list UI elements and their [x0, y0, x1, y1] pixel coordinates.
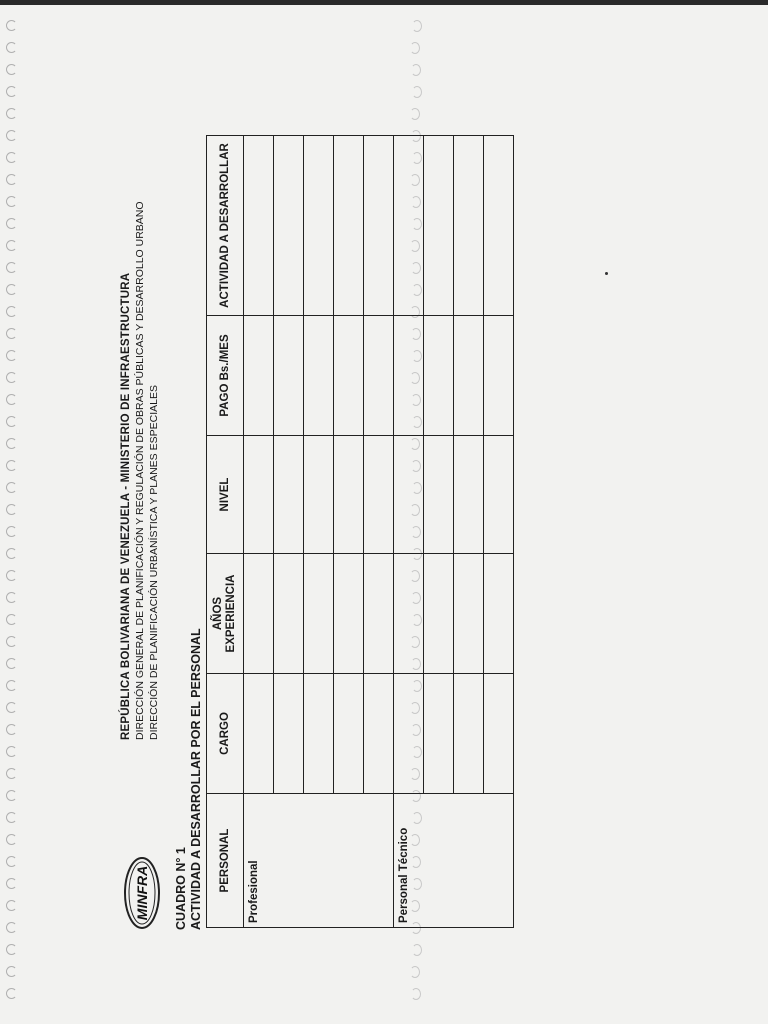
empty-cell — [454, 136, 484, 316]
empty-cell — [484, 554, 514, 674]
empty-cell — [424, 436, 454, 554]
empty-cell — [334, 554, 364, 674]
empty-cell — [244, 136, 274, 316]
column-header: NIVEL — [207, 436, 244, 554]
column-header: CARGO — [207, 674, 244, 794]
empty-cell — [304, 436, 334, 554]
empty-cell — [244, 436, 274, 554]
header-republica: REPÚBLICA BOLIVARIANA DE VENEZUELA - MINISTERIO DE INFRAESTRUCTURA — [120, 272, 132, 740]
personal-category-cell: Profesional — [244, 794, 394, 928]
empty-cell — [454, 554, 484, 674]
empty-cell — [424, 316, 454, 436]
empty-cell — [334, 316, 364, 436]
empty-cell — [424, 674, 454, 794]
table-caption — [174, 628, 204, 930]
personnel-activity-table — [206, 135, 514, 928]
table-row — [244, 136, 274, 928]
column-header: PAGO Bs./MES — [207, 316, 244, 436]
empty-cell — [394, 436, 424, 554]
empty-cell — [424, 554, 454, 674]
empty-cell — [244, 674, 274, 794]
empty-cell — [244, 554, 274, 674]
empty-cell — [274, 316, 304, 436]
header-direccion: DIRECCIÓN DE PLANIFICACIÓN URBANÍSTICA Y PLANES ESPECIALES — [148, 385, 160, 740]
empty-cell — [364, 436, 394, 554]
empty-cell — [364, 674, 394, 794]
spiral-binding — [0, 20, 22, 1020]
empty-cell — [334, 436, 364, 554]
empty-cell — [274, 554, 304, 674]
empty-cell — [484, 436, 514, 554]
document-header — [120, 80, 160, 740]
empty-cell — [484, 674, 514, 794]
empty-cell — [274, 436, 304, 554]
empty-cell — [424, 136, 454, 316]
empty-cell — [394, 674, 424, 794]
column-header: ACTIVIDAD A DESARROLLAR — [207, 136, 244, 316]
empty-cell — [364, 554, 394, 674]
stray-mark — [605, 272, 608, 275]
personal-category-cell: Personal Técnico — [394, 794, 514, 928]
header-direccion-general: DIRECCIÓN GENERAL DE PLANIFICACIÓN Y REGULACIÓN DE OBRAS PÚBLICAS Y DESARROLLO URBANO — [134, 201, 146, 740]
empty-cell — [274, 674, 304, 794]
empty-cell — [334, 136, 364, 316]
empty-cell — [304, 316, 334, 436]
empty-cell — [394, 136, 424, 316]
empty-cell — [334, 674, 364, 794]
empty-cell — [394, 316, 424, 436]
empty-cell — [394, 554, 424, 674]
empty-cell — [484, 136, 514, 316]
empty-cell — [304, 674, 334, 794]
column-header: PERSONAL — [207, 794, 244, 928]
cuadro-title: ACTIVIDAD A DESARROLLAR POR EL PERSONAL — [189, 628, 203, 930]
column-header: AÑOS EXPERIENCIA — [207, 554, 244, 674]
empty-cell — [274, 136, 304, 316]
empty-cell — [244, 316, 274, 436]
empty-cell — [304, 136, 334, 316]
empty-cell — [364, 136, 394, 316]
svg-text:MINFRA: MINFRA — [134, 865, 150, 921]
cuadro-number: CUADRO N° 1 — [174, 847, 188, 930]
empty-cell — [484, 316, 514, 436]
document-page — [110, 50, 550, 930]
scan-top-edge — [0, 0, 768, 5]
empty-cell — [304, 554, 334, 674]
empty-cell — [454, 316, 484, 436]
minfra-logo — [122, 856, 162, 930]
empty-cell — [364, 316, 394, 436]
empty-cell — [454, 674, 484, 794]
empty-cell — [454, 436, 484, 554]
table-header-row — [207, 136, 244, 928]
table-row — [394, 136, 424, 928]
